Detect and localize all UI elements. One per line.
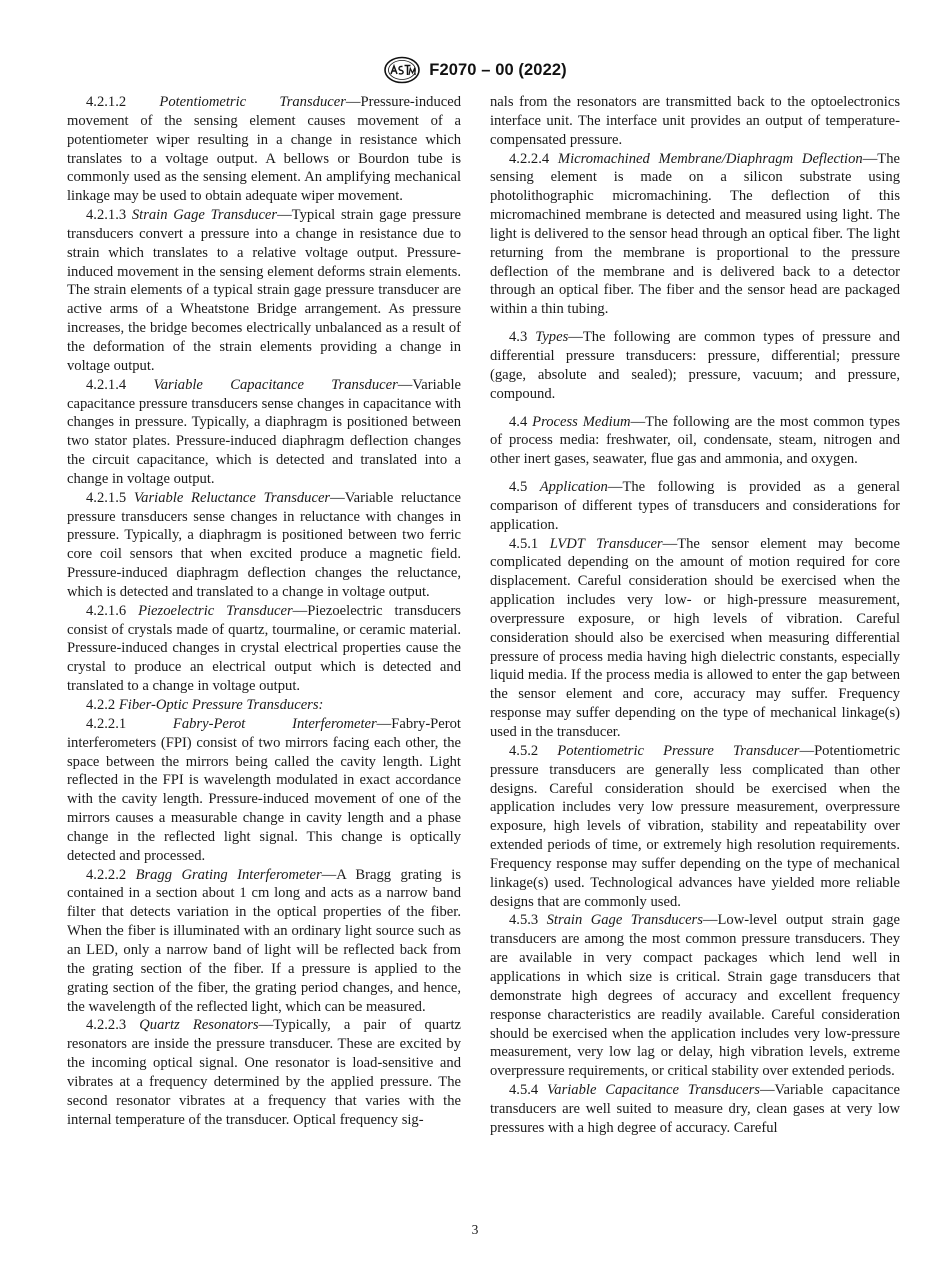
page-number: 3 xyxy=(471,1222,479,1237)
section-number: 4.5.3 xyxy=(509,912,539,929)
section-paragraph xyxy=(67,1016,461,1129)
section-number: 4.5.1 xyxy=(509,535,539,552)
section-body: —Typical strain gage pressure transducers convert a pressure into a change in resistance due to strain which translates to a relative voltage output. Pressure-induced movement in the sensing element deforms strain elements. The strain elements of a typical strain gage pressure transducer are active arms of a Wheatstone Bridge arrangement. As pressure increases, the bridge becomes electrically unbalanced as a result of the deformation of the strain elements providing a change in voltage output. xyxy=(67,207,461,374)
section-paragraph xyxy=(490,328,900,403)
section-title: Fiber-Optic Pressure Transducers: xyxy=(118,697,324,713)
section-body: —Typically, a pair of quartz resonators are inside the pressure transducer. These are excited by the incoming optical signal. One resonator is load-sensitive and vibrates at a frequency determined by the applied pressure. The second resonator vibrates at a frequency that varies with the internal temperature of the transducer. Optical frequency sig- xyxy=(67,1017,461,1128)
section-title: Strain Gage Transducers xyxy=(546,912,703,929)
section-paragraph xyxy=(67,206,461,376)
right-column xyxy=(490,93,900,1138)
section-number: 4.2.1.4 xyxy=(86,376,127,393)
section-body: —The sensor element may become complicated depending on the amount of motion required for core displacement. Careful consideration should be exercised when the application includes very low- or high-pressure measurement, overpressure exposure, or high levels of vibration. Careful consideration should also be exercised when measuring differential pressure of process media having high dielectric constants, especially liquid media. If the process media is allowed to enter the gap between the sensor element and core, accuracy may suffer. Frequency response may suffer depending on the type of mechanical linkage(s) used in the transducer. xyxy=(490,535,900,740)
section-title: Micromachined Membrane/Diaphragm Deflection xyxy=(557,150,863,167)
section-paragraph xyxy=(67,489,461,602)
section-paragraph xyxy=(67,93,461,206)
section-title: Variable Reluctance Transducer xyxy=(133,489,331,506)
section-body: —Fabry-Perot interferometers (FPI) consist of two mirrors facing each other, the space between the mirrors being called the cavity length. Light reflected in the FPI is wavelength modulated in exact accordance with the cavity length. Pressure-induced movement of one of the mirrors causes a measurable change in cavity length and a phase change in the reflected light signal. This change is optically detected and processed. xyxy=(67,715,461,864)
section-title: LVDT Transducer xyxy=(549,535,663,552)
section-number: 4.5.4 xyxy=(509,1082,539,1099)
section-title: Types xyxy=(535,329,569,346)
section-title: Strain Gage Transducer xyxy=(131,207,278,224)
section-paragraph xyxy=(490,413,900,470)
section-body: —Variable capacitance transducers are well suited to measure dry, clean gases at very low pressures with a high degree of accuracy. Careful xyxy=(490,1082,900,1136)
section-body: —Potentiometric pressure transducers are generally less complicated than other designs. Careful consideration should be exercised when the application includes very low pressure measurement, overpressure exposure, high levels of vibration, stability and repeatability over extended periods of time, or extremely high resolution requirements. Frequency response may suffer depending on the type of mechanical linkage(s) used. Technological advances have yielded more reliable designs that are commonly used. xyxy=(490,742,900,910)
section-paragraph xyxy=(67,376,461,489)
section-body: —Variable capacitance pressure transducers sense changes in capacitance with changes in pressure. Typically, a diaphragm is positioned between two stator plates. Pressure-induced diaphragm deflection changes the circuit capacitance, which is detected and translated into a change in voltage output. xyxy=(67,376,461,487)
standard-designation: F2070 – 00 (2022) xyxy=(429,60,567,79)
section-number: 4.3 xyxy=(509,329,528,346)
page-header xyxy=(0,56,950,84)
paragraph-continuation: nals from the resonators are transmitted back to the optoelectronics interface unit. The interface unit provides an output of temperature-compensated pressure. xyxy=(490,94,900,148)
section-paragraph xyxy=(67,696,461,715)
section-title: Bragg Grating Interferometer xyxy=(135,866,322,883)
section-title: Application xyxy=(539,479,608,496)
section-title: Quartz Resonators xyxy=(139,1017,259,1034)
section-title: Process Medium xyxy=(532,413,631,430)
section-body: —Pressure-induced movement of the sensing element causes movement of a potentiometer wiper resulting in a change in resistance which translates to a voltage output. A bellows or Bourdon tube is commonly used as the sensing element. An amplifying mechanical linkage may be used to obtain adequate wiper movement. xyxy=(67,94,461,205)
section-number: 4.4 xyxy=(509,413,528,430)
section-title: Fabry-Perot Interferometer xyxy=(172,715,377,732)
section-body: —A Bragg grating is contained in a section about 1 cm long and acts as a narrow band filter that detects variation in the optical properties of the fiber. When the fiber is illuminated with an ordinary light source such as an LED, only a narrow band of light will be reflected back from the grating section of the fiber. If a pressure is applied to the grating section of the fiber, the grating period changes, and hence, the wavelength of the reflected light, which can be measured. xyxy=(67,866,461,1015)
section-number: 4.2.2.2 xyxy=(86,866,127,883)
section-number: 4.2.1.5 xyxy=(86,489,127,506)
section-number: 4.5.2 xyxy=(509,742,539,759)
section-title: Variable Capacitance Transducers xyxy=(546,1082,760,1099)
section-paragraph xyxy=(490,1081,900,1138)
astm-logo-icon xyxy=(383,56,421,84)
section-paragraph xyxy=(490,911,900,1081)
section-number: 4.2.2.3 xyxy=(86,1017,127,1034)
section-paragraph xyxy=(490,478,900,535)
section-paragraph xyxy=(490,150,900,320)
section-number: 4.2.1.2 xyxy=(86,94,127,110)
section-paragraph xyxy=(67,866,461,1017)
section-paragraph xyxy=(490,742,900,912)
section-paragraph xyxy=(67,602,461,696)
section-body: —Low-level output strain gage transducers are among the most common pressure transducers. They are available in very compact packages which lend well in applications in which size is critical. Strain gage transducers that demonstrate high degrees of accuracy and excellent frequency response characteristics are readily available. Careful consideration should be exercised when the application includes very low-pressure measurement, very low lag or delay, high vibration levels, extreme overpressure requirements, or critical stability over extended periods. xyxy=(490,912,900,1080)
section-body: —Piezoelectric transducers consist of crystals made of quartz, tourmaline, or ceramic material. Pressure-induced changes in crystal electrical properties cause the crystal to produce an electrical output which is detected and translated to a change in voltage output. xyxy=(67,602,461,695)
section-title: Piezoelectric Transducer xyxy=(138,602,293,619)
left-column xyxy=(67,93,461,1129)
section-body: —The sensing element is made on a silicon substrate using photolithographic micromachining. The deflection of this micromachined membrane is detected and measured using light. The light is delivered to the sensor head through an optical fiber. The light returning from the membrane is proportional to the pressure deflection of the membrane and is delivered back to a detector through an optical fiber. The fiber and the sensor head are packaged within a thin tubing. xyxy=(490,150,900,318)
section-title: Variable Capacitance Transducer xyxy=(153,376,398,393)
section-number: 4.2.1.6 xyxy=(86,602,127,619)
section-title: Potentiometric Pressure Transducer xyxy=(557,742,800,759)
section-number: 4.2.2.1 xyxy=(86,715,127,732)
section-body: —The following is provided as a general comparison of different types of transducers and considerations for application. xyxy=(490,479,901,533)
section-body: —The following are common types of pressure and differential pressure transducers: pressure, differential; pressure (gage, absolute and sealed); pressure, vacuum; and pressure, compound. xyxy=(490,329,900,402)
section-paragraph xyxy=(67,715,461,866)
section-paragraph xyxy=(490,535,900,742)
section-title: Potentiometric Transducer xyxy=(159,94,346,110)
section-body: —Variable reluctance pressure transducers sense changes in reluctance with changes in pressure. Typically, a diaphragm is positioned between two ferric core coil sensors that when excited produce a magnetic field. Pressure-induced diaphragm deflection changes the reluctance, which is detected and translated to a change in voltage output. xyxy=(67,489,461,600)
section-number: 4.2.1.3 xyxy=(86,207,127,224)
section-number: 4.2.2.4 xyxy=(509,150,550,167)
section-number: 4.5 xyxy=(509,479,528,496)
section-body: —The following are the most common types of process media: freshwater, oil, condensate, steam, nitrogen and other inert gases, seawater, flue gas and ammonia, and oxygen. xyxy=(490,413,900,468)
section-number: 4.2.2 xyxy=(86,697,116,713)
